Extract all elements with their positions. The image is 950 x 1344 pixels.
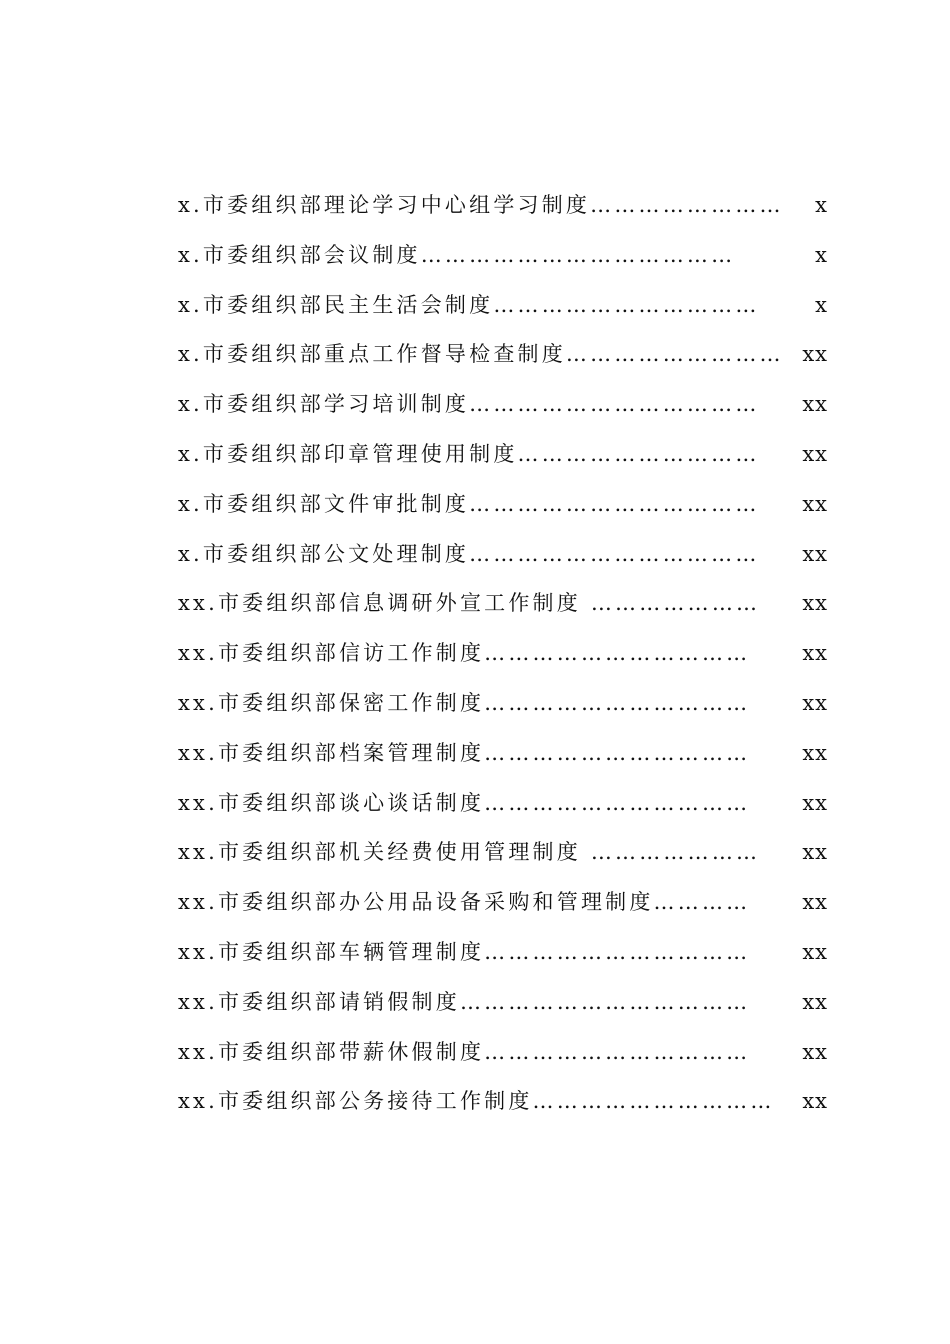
- toc-entry-page: xx: [802, 740, 828, 765]
- toc-entry-page: xx: [802, 1039, 828, 1064]
- toc-entry-title: x.市委组织部民主生活会制度……………………………: [178, 292, 760, 317]
- toc-entry-page: xx: [802, 342, 828, 367]
- toc-entry-page: xx: [802, 491, 828, 516]
- toc-entry: [178, 530, 830, 580]
- table-of-contents: [178, 181, 830, 1127]
- toc-entry-page: xx: [802, 690, 828, 715]
- toc-entry-page: xx: [802, 541, 828, 566]
- toc-entry: [178, 828, 830, 878]
- toc-entry-title: x.市委组织部重点工作督导检查制度………………………: [178, 342, 784, 367]
- toc-entry-title: xx.市委组织部请销假制度………………………………: [178, 989, 751, 1014]
- toc-entry-title: x.市委组织部公文处理制度………………………………: [178, 541, 760, 566]
- toc-entry-page: xx: [802, 392, 828, 417]
- toc-entry-title: xx.市委组织部公务接待工作制度…………………………: [178, 1089, 775, 1114]
- toc-entry: [178, 878, 830, 928]
- toc-entry-page: x: [815, 193, 828, 217]
- toc-entry: [178, 330, 830, 380]
- toc-entry-page: x: [815, 292, 828, 317]
- toc-entry-page: xx: [802, 1089, 828, 1114]
- toc-entry: [178, 1077, 830, 1127]
- toc-entry: [178, 579, 830, 629]
- toc-entry: [178, 629, 830, 679]
- toc-entry: [178, 679, 830, 729]
- toc-entry-title: xx.市委组织部车辆管理制度……………………………: [178, 939, 751, 964]
- toc-entry-page: xx: [802, 591, 828, 616]
- toc-entry-title: x.市委组织部印章管理使用制度…………………………: [178, 441, 760, 466]
- toc-entry-page: xx: [802, 790, 828, 815]
- toc-entry-title: xx.市委组织部保密工作制度……………………………: [178, 690, 751, 715]
- toc-entry: [178, 729, 830, 779]
- toc-entry: [178, 779, 830, 829]
- toc-entry-page: xx: [802, 939, 828, 964]
- toc-entry-title: xx.市委组织部谈心谈话制度……………………………: [178, 790, 751, 815]
- toc-entry-title: xx.市委组织部机关经费使用管理制度 …………………: [178, 840, 761, 865]
- toc-entry-page: xx: [802, 989, 828, 1014]
- toc-entry-title: xx.市委组织部办公用品设备采购和管理制度…………: [178, 890, 751, 915]
- toc-entry-page: x: [815, 242, 828, 267]
- toc-entry: [178, 978, 830, 1028]
- toc-entry: [178, 430, 830, 480]
- toc-entry: [178, 281, 830, 331]
- toc-entry: [178, 181, 830, 231]
- toc-entry: [178, 928, 830, 978]
- toc-entry-title: x.市委组织部文件审批制度………………………………: [178, 491, 760, 516]
- toc-entry-title: x.市委组织部会议制度…………………………………: [178, 242, 736, 267]
- toc-entry-title: xx.市委组织部信息调研外宣工作制度 …………………: [178, 591, 761, 616]
- toc-entry-title: x.市委组织部学习培训制度………………………………: [178, 392, 760, 417]
- toc-entry-title: xx.市委组织部信访工作制度……………………………: [178, 641, 751, 666]
- toc-entry-title: xx.市委组织部带薪休假制度……………………………: [178, 1039, 751, 1064]
- toc-entry-title: xx.市委组织部档案管理制度……………………………: [178, 740, 751, 765]
- toc-entry-page: xx: [802, 641, 828, 666]
- toc-entry-page: xx: [802, 840, 828, 865]
- toc-entry: [178, 1028, 830, 1078]
- toc-entry: [178, 480, 830, 530]
- toc-entry-page: xx: [802, 441, 828, 466]
- toc-entry: [178, 380, 830, 430]
- toc-entry: [178, 231, 830, 281]
- toc-entry-title: x.市委组织部理论学习中心组学习制度……………………: [178, 193, 784, 217]
- toc-entry-page: xx: [802, 890, 828, 915]
